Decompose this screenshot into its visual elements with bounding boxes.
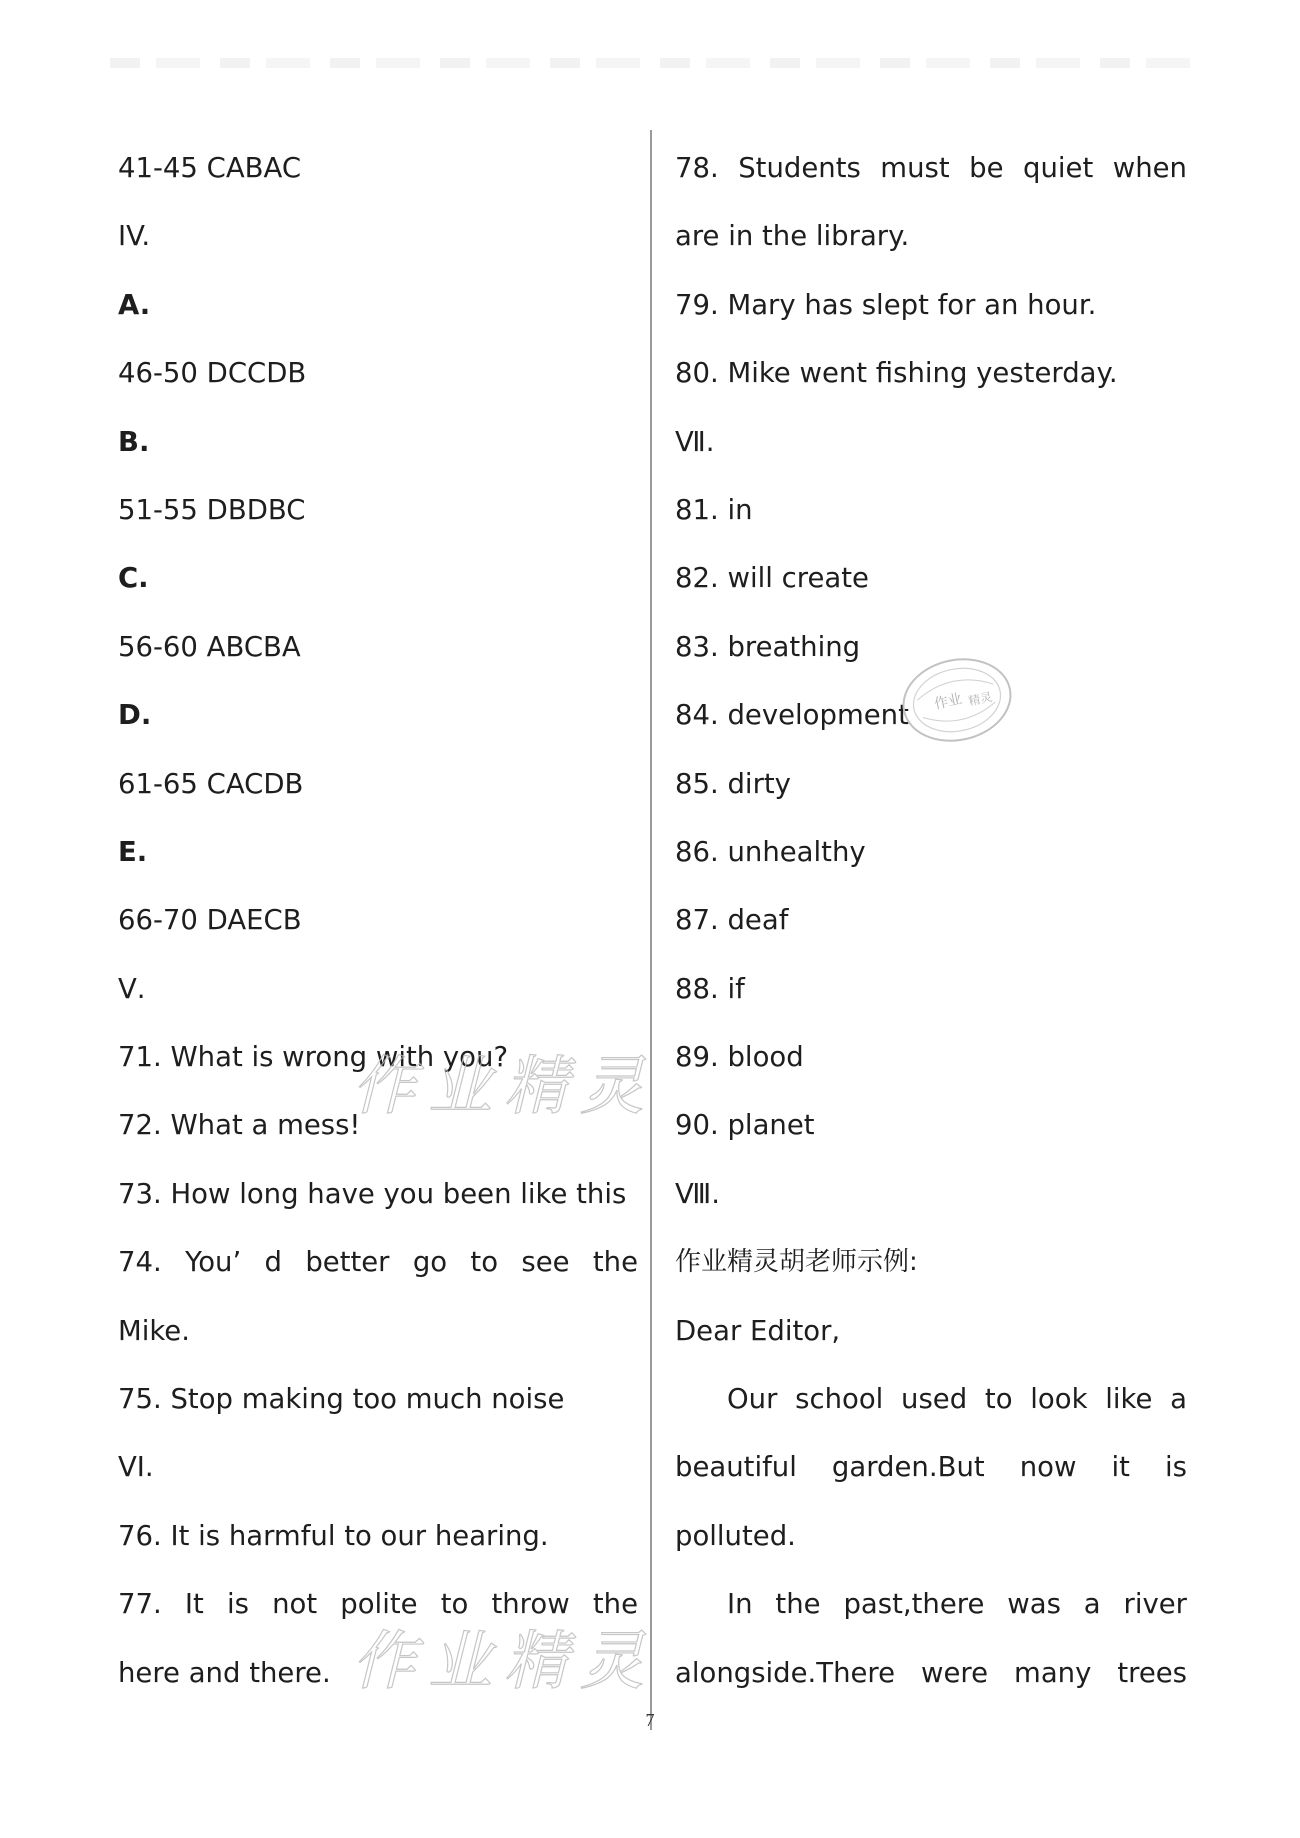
svg-text:精灵: 精灵	[967, 689, 994, 709]
answer-line: 56-60 ABCBA	[118, 630, 301, 663]
answer-line: 89. blood	[675, 1041, 804, 1074]
essay-line: beautiful garden.But now it is	[675, 1451, 1187, 1484]
scan-top-edge	[110, 58, 1190, 68]
answer-line: 61-65 CACDB	[118, 767, 304, 800]
answer-line: 85. dirty	[675, 767, 791, 800]
part-label: E.	[118, 835, 148, 868]
section-heading: IV.	[118, 220, 151, 253]
part-label: A.	[118, 288, 151, 321]
answer-line: 76. It is harmful to our hearing.	[118, 1519, 549, 1552]
answer-line: 78. Students must be quiet when	[675, 152, 1187, 184]
answer-line: 82. will create	[675, 562, 869, 595]
letter-salutation: Dear Editor,	[675, 1314, 841, 1347]
answer-line: here and there.	[118, 1656, 331, 1689]
answer-line: 79. Mary has slept for an hour.	[675, 288, 1097, 321]
answer-line: 90. planet	[675, 1109, 815, 1142]
part-label: C.	[118, 562, 149, 595]
essay-line: In the past,there was a river	[727, 1588, 1187, 1621]
answer-line: 66-70 DAECB	[118, 904, 302, 937]
answer-line: 77. It is not polite to throw the	[118, 1588, 638, 1621]
answer-line: 51-55 DBDBC	[118, 493, 306, 526]
watermark: 作业精灵	[352, 1625, 656, 1699]
sample-essay-label: 作业精灵胡老师示例:	[675, 1247, 918, 1278]
answer-line: 86. unhealthy	[675, 835, 866, 868]
svg-text:作业: 作业	[932, 691, 964, 713]
part-label: B.	[118, 425, 150, 458]
answer-line: 87. deaf	[675, 904, 789, 937]
watermark: 作业精灵	[352, 1050, 656, 1124]
essay-line: alongside.There were many trees	[675, 1656, 1187, 1689]
essay-line: Our school used to look like a	[727, 1383, 1187, 1416]
answer-line: 75. Stop making too much noise	[118, 1383, 565, 1416]
essay-line: polluted.	[675, 1519, 796, 1552]
answer-line: 80. Mike went fishing yesterday.	[675, 357, 1118, 390]
left-column	[118, 138, 638, 1711]
section-heading: VI.	[118, 1451, 154, 1484]
answer-line: Mike.	[118, 1314, 190, 1347]
answer-line: 83. breathing	[675, 630, 861, 663]
answer-line: 71. What is wrong with you?	[118, 1041, 509, 1074]
section-heading: Ⅶ.	[675, 425, 715, 458]
answer-line: are in the library.	[675, 220, 910, 253]
answer-line: 84. development	[675, 699, 909, 732]
answer-line: 81. in	[675, 493, 753, 526]
part-label: D.	[118, 699, 152, 732]
answer-line: 46-50 DCCDB	[118, 357, 307, 390]
column-divider	[650, 130, 652, 1730]
answer-line: 72. What a mess!	[118, 1109, 361, 1142]
answer-line: 74. You’ d better go to see the	[118, 1246, 638, 1279]
answer-line: 73. How long have you been like this	[118, 1177, 627, 1210]
answer-line: 41-45 CABAC	[118, 152, 302, 184]
page-number: 7	[645, 1710, 655, 1730]
right-column	[675, 138, 1187, 1711]
section-heading: Ⅴ.	[118, 972, 146, 1005]
answer-line: 88. if	[675, 972, 745, 1005]
section-heading: Ⅷ.	[675, 1177, 720, 1210]
